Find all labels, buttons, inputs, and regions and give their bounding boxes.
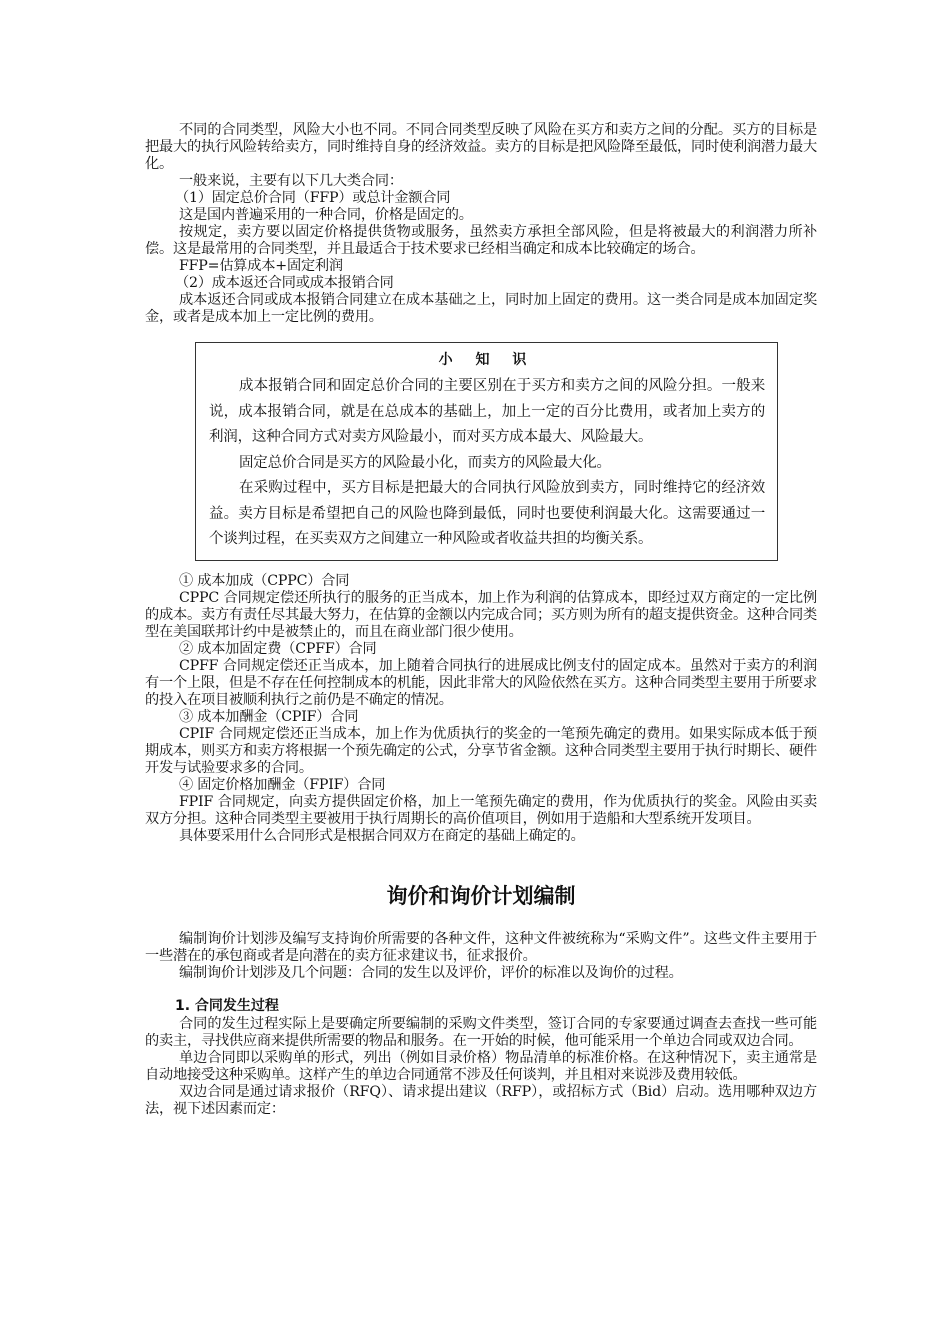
paragraph: 按规定，卖方要以固定价格提供货物或服务，虽然卖方承担全部风险，但是将被最大的利润潜力所补偿。这是最常用的合同类型，并且最适合于技术要求已经相当确定和成本比较确定的场合。 — [145, 224, 817, 257]
list-heading: （2）成本返还合同或成本报销合同 — [175, 275, 394, 291]
callout-title: 小 知 识 — [438, 352, 536, 368]
list-heading: ④ 固定价格加酬金（FPIF）合同 — [179, 776, 386, 793]
subsection-heading: 1. 合同发生过程 — [175, 997, 279, 1014]
paragraph: FPIF 合同规定，向卖方提供固定价格，加上一笔预先确定的费用，作为优质执行的奖金。风险由买卖双方分担。这种合同类型主要被用于执行周期长的高价值项目，例如用于造船和大型系统开发项目。 — [145, 793, 817, 827]
section-title: 询价和询价计划编制 — [386, 883, 576, 908]
paragraph: CPPC 合同规定偿还所执行的服务的正当成本，加上作为利润的估算成本，即经过双方商定的一定比例的成本。卖方有责任尽其最大努力，在估算的金额以内完成合同；买方则为所有的超支提供资金。这种合同类型在美国联邦计约中是被禁止的，而且在商业部门很少使用。 — [145, 589, 817, 640]
callout-paragraph: 在采购过程中，买方目标是把最大的合同执行风险放到卖方，同时维持它的经济效益。卖方目标是希望把自己的风险也降到最低，同时也要使利润最大化。这需要通过一个谈判过程，在买卖双方之间建立一种风险或者收益共担的均衡关系。 — [209, 480, 765, 547]
paragraph: 具体要采用什么合同形式是根据合同双方在商定的基础上确定的。 — [179, 827, 585, 844]
formula: FFP=估算成本+固定利润 — [179, 258, 343, 274]
paragraph: CPIF 合同规定偿还正当成本，加上作为优质执行的奖金的一笔预先确定的费用。如果实际成本低于预期成本，则买方和卖方将根据一个预先确定的公式，分享节省金额。这种合同类型主要用于执行时期长、硬件开发与试验要求多的合同。 — [145, 725, 817, 776]
paragraph: 编制询价计划涉及几个问题：合同的发生以及评价，评价的标准以及询价的过程。 — [179, 964, 683, 981]
paragraph: 编制询价计划涉及编写支持询价所需要的各种文件，这种文件被统称为“采购文件”。这些文件主要用于一些潜在的承包商或者是向潜在的卖方征求建议书，征求报价。 — [145, 930, 817, 964]
paragraph: 这是国内普遍采用的一种合同，价格是固定的。 — [179, 207, 473, 223]
callout-paragraph: 成本报销合同和固定总价合同的主要区别在于买方和卖方之间的风险分担。一般来说，成本报销合同，就是在总成本的基础上，加上一定的百分比费用，或者加上卖方的利润，这种合同方式对卖方风险最小，而对买方成本最大、风险最大。 — [209, 378, 765, 445]
list-heading: ③ 成本加酬金（CPIF）合同 — [179, 708, 359, 725]
knowledge-callout-box — [195, 342, 778, 561]
paragraph: CPFF 合同规定偿还正当成本，加上随着合同执行的进展成比例支付的固定成本。虽然对于卖方的利润有一个上限，但是不存在任何控制成本的机能，因此非常大的风险依然在买方。这种合同类型主要用于所要求的投入在项目被顺利执行之前仍是不确定的情况。 — [145, 657, 817, 708]
paragraph: 合同的发生过程实际上是要确定所要编制的采购文件类型，签订合同的专家要通过调查去查找一些可能的卖主，寻找供应商来提供所需要的物品和服务。在一开始的时候，他可能采用一个单边合同或双边合同。 — [145, 1015, 817, 1049]
paragraph: 一般来说，主要有以下几大类合同： — [179, 173, 403, 189]
paragraph: 不同的合同类型，风险大小也不同。不同合同类型反映了风险在买方和卖方之间的分配。买方的目标是把最大的执行风险转给卖方，同时维持自身的经济效益。卖方的目标是把风险降至最低，同时使利润潜力最大化。 — [145, 122, 817, 172]
paragraph: 成本返还合同或成本报销合同建立在成本基础之上，同时加上固定的费用。这一类合同是成本加固定奖金，或者是成本加上一定比例的费用。 — [145, 292, 817, 325]
paragraph: 单边合同即以采购单的形式，列出（例如目录价格）物品清单的标准价格。在这种情况下，卖主通常是自动地接受这种采购单。这样产生的单边合同通常不涉及任何谈判，并且相对来说涉及费用较低。 — [145, 1049, 817, 1083]
list-heading: ② 成本加固定费（CPFF）合同 — [179, 640, 377, 657]
document-page — [145, 122, 817, 1118]
list-heading: ① 成本加成（CPPC）合同 — [179, 572, 350, 589]
paragraph: 双边合同是通过请求报价（RFQ）、请求提出建议（RFP），或招标方式（Bid）启动。选用哪种双边方法，视下述因素而定： — [145, 1083, 817, 1117]
list-heading: （1）固定总价合同（FFP）或总计金额合同 — [175, 190, 451, 206]
callout-paragraph: 固定总价合同是买方的风险最小化，而卖方的风险最大化。 — [239, 454, 611, 471]
